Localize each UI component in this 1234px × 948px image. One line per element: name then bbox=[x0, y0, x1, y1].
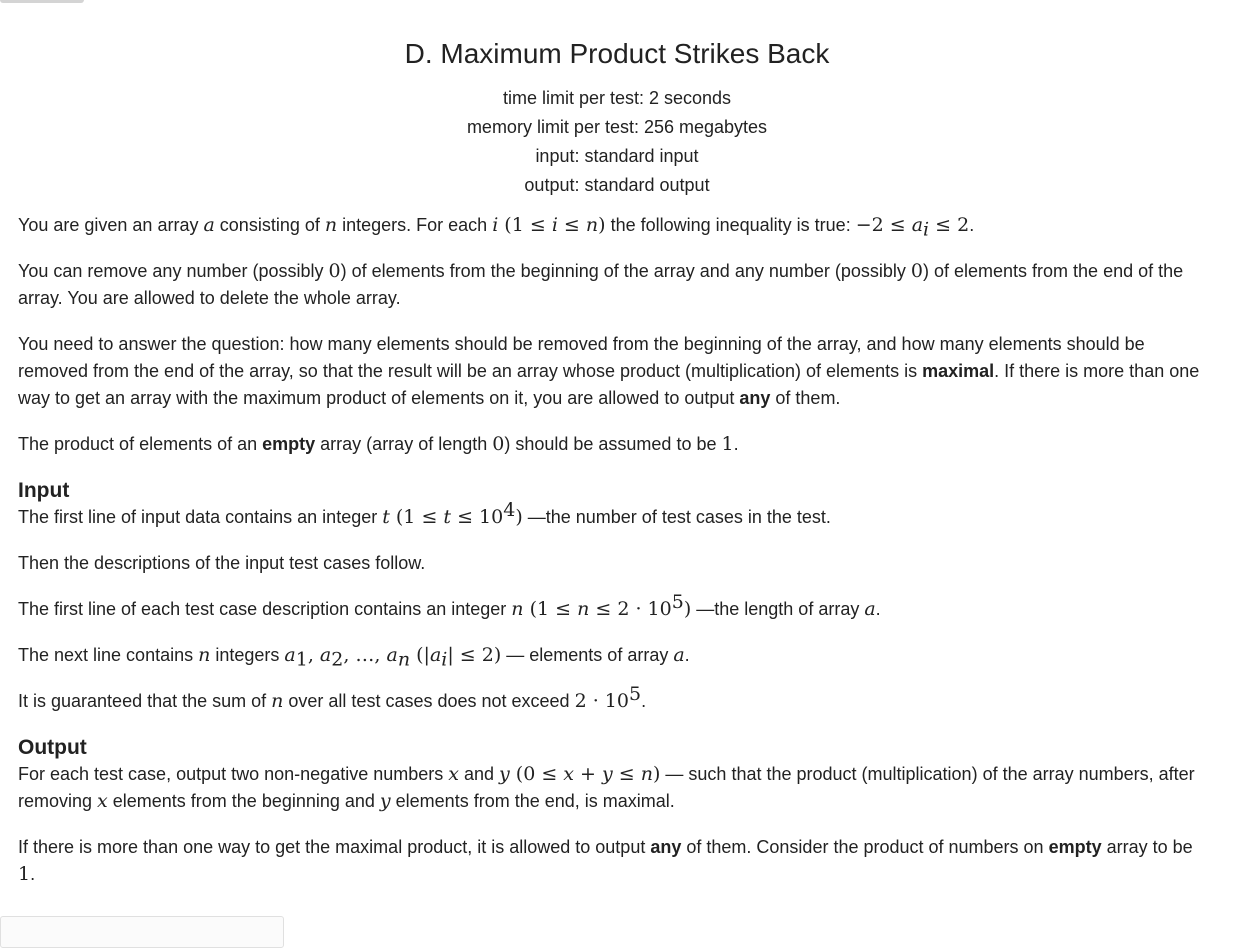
math-expr: ) bbox=[515, 506, 523, 528]
bold-term: empty bbox=[1048, 837, 1102, 857]
math-expr: (0 ≤ bbox=[509, 763, 564, 785]
text-fragment: —the length of array bbox=[691, 599, 865, 619]
text-fragment: of them. Consider the product of numbers on bbox=[681, 837, 1049, 857]
math-var: n bbox=[511, 598, 524, 620]
text-fragment: You are given an array bbox=[18, 215, 204, 235]
text-fragment: array (array of length bbox=[315, 434, 493, 454]
math-superscript: 4 bbox=[503, 499, 516, 521]
input-paragraph-3 bbox=[18, 591, 1208, 623]
bold-term: empty bbox=[262, 434, 316, 454]
math-var: i bbox=[551, 214, 558, 236]
problem-header bbox=[0, 0, 1234, 200]
math-var: n bbox=[271, 690, 284, 712]
text-fragment: of them. bbox=[770, 388, 841, 408]
legend-paragraph-3 bbox=[18, 331, 1208, 412]
math-var: a bbox=[386, 644, 398, 666]
problem-title: D. Maximum Product Strikes Back bbox=[404, 38, 830, 69]
input-paragraph-4 bbox=[18, 642, 1208, 669]
math-expr: , …, bbox=[343, 644, 387, 666]
input-heading: Input bbox=[18, 479, 70, 502]
text-fragment: . bbox=[641, 691, 647, 711]
math-var: y bbox=[602, 763, 613, 785]
math-superscript: 5 bbox=[628, 683, 642, 705]
math-var: a bbox=[203, 214, 215, 236]
text-fragment: elements from the beginning and bbox=[107, 791, 380, 811]
time-limit: time limit per test: 2 seconds bbox=[502, 88, 732, 108]
output-paragraph-1 bbox=[18, 761, 1208, 815]
input-paragraph-2: Then the descriptions of the input test cases follow. bbox=[18, 553, 426, 573]
math-subscript: n bbox=[397, 648, 411, 671]
input-paragraph-1 bbox=[18, 499, 1208, 531]
math-expr: ) bbox=[653, 763, 661, 785]
math-var: t bbox=[443, 506, 452, 528]
math-expr: | ≤ 2) bbox=[447, 644, 502, 666]
text-fragment: . If there is more than one way to get an array with the maximum product of elements on it, you are allowed to output bbox=[18, 361, 1200, 408]
math-superscript: 5 bbox=[671, 591, 684, 613]
sample-tests-box bbox=[0, 916, 284, 948]
math-expr: ) bbox=[683, 598, 692, 620]
math-subscript: 2 bbox=[331, 648, 344, 671]
math-expr: 2 · 10 bbox=[574, 690, 629, 712]
top-tab-edge bbox=[0, 0, 84, 3]
text-fragment: — such that the product (multiplication) of the array numbers, after removing bbox=[18, 764, 1195, 811]
math-var: n bbox=[640, 763, 653, 785]
math-expr: (1 ≤ bbox=[523, 598, 578, 620]
text-fragment: array to be bbox=[1101, 837, 1193, 857]
text-fragment: ) should be assumed to be bbox=[504, 434, 722, 454]
legend-paragraph-1 bbox=[18, 212, 1208, 239]
text-fragment: The next line contains bbox=[18, 645, 199, 665]
text-fragment: ) of elements from the end of the array. You are allowed to delete the whole array. bbox=[18, 261, 1184, 308]
math-expr: ≤ bbox=[557, 214, 586, 236]
output-file: output: standard output bbox=[524, 175, 710, 195]
text-fragment: integers. For each bbox=[337, 215, 493, 235]
problem-statement bbox=[18, 212, 1208, 907]
text-fragment: —the number of test cases in the test. bbox=[522, 507, 831, 527]
text-fragment: . bbox=[684, 645, 690, 665]
text-fragment: over all test cases does not exceed bbox=[283, 691, 575, 711]
text-fragment: . bbox=[733, 434, 739, 454]
math-var: a bbox=[319, 644, 332, 666]
math-var: x bbox=[97, 790, 108, 812]
math-var: n bbox=[198, 644, 211, 666]
math-expr: ) bbox=[598, 214, 606, 236]
legend-paragraph-4 bbox=[18, 431, 1208, 458]
text-fragment: . bbox=[969, 215, 975, 235]
text-fragment: If there is more than one way to get the maximal product, it is allowed to output bbox=[18, 837, 651, 857]
text-fragment: It is guaranteed that the sum of bbox=[18, 691, 272, 711]
math-var: a bbox=[284, 644, 296, 666]
legend-paragraph-2 bbox=[18, 258, 1208, 312]
math-var: n bbox=[585, 214, 599, 236]
text-fragment: — elements of array bbox=[501, 645, 674, 665]
math-var: y bbox=[379, 790, 391, 812]
math-expr: (| bbox=[410, 644, 430, 666]
math-var: a bbox=[673, 644, 685, 666]
text-fragment: The first line of input data contains an integer bbox=[18, 507, 383, 527]
text-fragment: elements from the end, is maximal. bbox=[390, 791, 675, 811]
math-number: 1 bbox=[18, 863, 31, 885]
text-fragment: the following inequality is true: bbox=[605, 215, 856, 235]
math-var: x bbox=[448, 763, 459, 785]
math-subscript: i bbox=[923, 218, 930, 241]
math-number: 1 bbox=[721, 433, 734, 455]
input-file: input: standard input bbox=[535, 146, 699, 166]
text-fragment: You need to answer the question: how many elements should be removed from the beginning of the array, and how many elements should be removed from the end of the array, so that the result will be an array whose product (multiplication) of elements is bbox=[18, 334, 1145, 381]
math-number: 0 bbox=[492, 433, 505, 455]
math-var: n bbox=[324, 214, 338, 236]
text-fragment: and bbox=[458, 764, 500, 784]
math-var: a bbox=[864, 598, 876, 620]
math-var: a bbox=[911, 214, 924, 236]
text-fragment: For each test case, output two non-negative numbers bbox=[18, 764, 449, 784]
math-expr: ≤ 10 bbox=[451, 506, 504, 528]
bold-term: any bbox=[739, 388, 771, 408]
math-var: y bbox=[499, 763, 510, 785]
text-fragment: The first line of each test case description contains an integer bbox=[18, 599, 512, 619]
math-expr: −2 ≤ bbox=[855, 214, 912, 236]
math-number: 0 bbox=[910, 260, 923, 282]
output-paragraph-2 bbox=[18, 834, 1208, 888]
bold-term: maximal bbox=[922, 361, 995, 381]
math-var: x bbox=[563, 763, 575, 785]
text-fragment: You can remove any number (possibly bbox=[18, 261, 329, 281]
math-expr: (1 ≤ bbox=[498, 214, 552, 236]
math-var: n bbox=[577, 598, 590, 620]
text-fragment: . bbox=[30, 864, 36, 884]
text-fragment: The product of elements of an bbox=[18, 434, 263, 454]
math-subscript: 1 bbox=[295, 648, 308, 671]
output-heading: Output bbox=[18, 736, 87, 759]
math-expr: , bbox=[307, 644, 320, 666]
math-number: 0 bbox=[328, 260, 341, 282]
math-expr: ≤ 2 · 10 bbox=[589, 598, 672, 620]
input-paragraph-5 bbox=[18, 683, 1208, 715]
text-fragment: ) of elements from the beginning of the array and any number (possibly bbox=[340, 261, 911, 281]
text-fragment: integers bbox=[210, 645, 285, 665]
text-fragment: consisting of bbox=[214, 215, 325, 235]
math-var: i bbox=[492, 214, 499, 236]
math-expr: (1 ≤ bbox=[389, 506, 444, 528]
bold-term: any bbox=[650, 837, 682, 857]
math-expr: ≤ bbox=[612, 763, 641, 785]
text-fragment: . bbox=[875, 599, 881, 619]
memory-limit: memory limit per test: 256 megabytes bbox=[466, 117, 768, 137]
math-var: a bbox=[429, 644, 442, 666]
math-var: t bbox=[382, 506, 390, 528]
math-subscript: i bbox=[441, 648, 448, 671]
math-expr: + bbox=[574, 763, 603, 785]
math-expr: ≤ 2 bbox=[929, 214, 970, 236]
